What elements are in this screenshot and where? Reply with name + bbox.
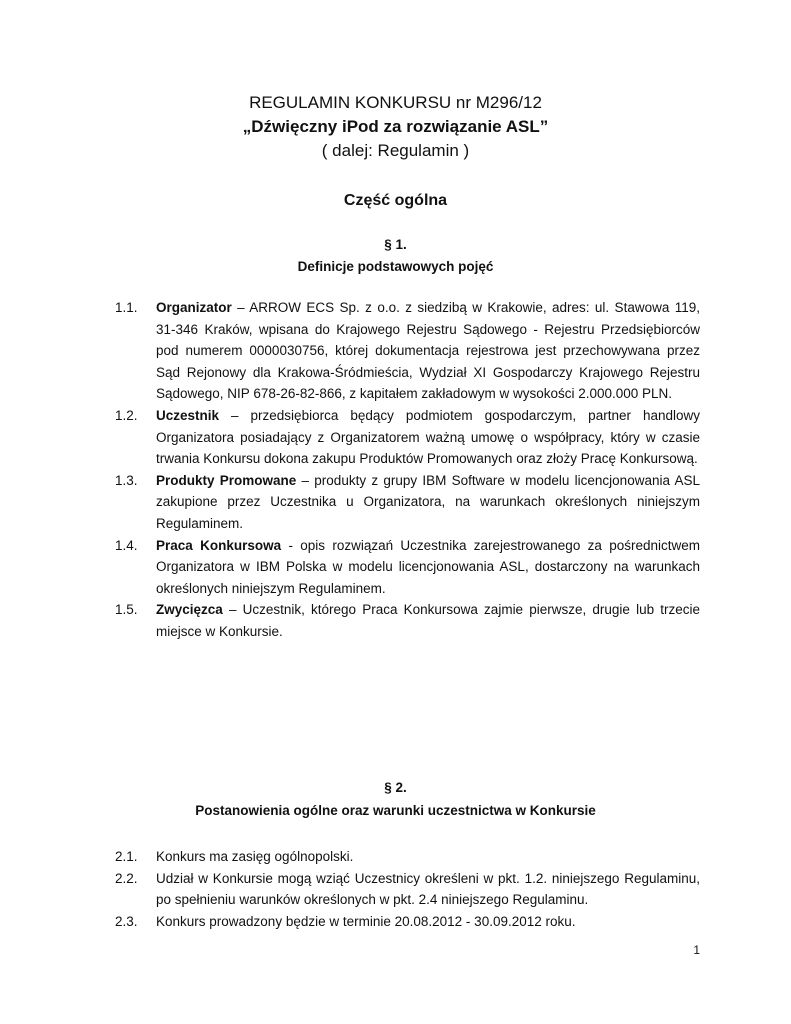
item-text: Konkurs ma zasięg ogólnopolski. — [156, 849, 354, 864]
section-2-number: § 2. — [384, 780, 407, 795]
item-definition: – produkty z grupy IBM Software w modelu licencjonowania ASL zakupione przez Uczestnika u Organizatora, na warunkach określonych niniejszym Regulaminem. — [156, 472, 700, 531]
item-definition: – przedsiębiorca będący podmiotem gospodarczym, partner handlowy Organizatora posiadający z Organizatorem ważną umowę o współpracy, który w czasie trwania Konkursu dokona zakupu Produktów Promowanych oraz złoży Pracę Konkursową. — [156, 407, 700, 467]
item-text — [156, 535, 700, 600]
list-item — [115, 470, 700, 535]
page-number: 1 — [693, 943, 700, 957]
list-item — [115, 405, 700, 470]
item-number: 1.4. — [115, 537, 138, 553]
item-term: Uczestnik — [156, 407, 220, 423]
item-text: Konkurs prowadzony będzie w terminie 20.08.2012 - 30.09.2012 roku. — [156, 913, 576, 929]
item-number: 1.5. — [115, 602, 138, 618]
contest-name: „Dźwięczny iPod za rozwiązanie ASL” — [242, 117, 549, 136]
item-number: 1.3. — [115, 472, 138, 488]
section-2-title: Postanowienia ogólne oraz warunki uczestnictwa w Konkursie — [195, 803, 596, 818]
section-1-number: § 1. — [384, 237, 407, 252]
item-number: 2.2. — [115, 870, 138, 886]
document-title-block — [0, 91, 791, 163]
list-item — [115, 868, 700, 911]
section-2-list — [115, 846, 700, 932]
part-title: Część ogólna — [343, 192, 448, 209]
list-item — [115, 599, 700, 642]
item-text — [156, 470, 700, 535]
item-text: Udział w Konkursie mogą wziąć Uczestnicy określeni w pkt. 1.2. niniejszego Regulaminu, po spełnieniu warunków określonych w pkt. 2.4 niniejszego Regulaminu. — [156, 870, 700, 908]
document-title: REGULAMIN KONKURSU nr M296/12 — [249, 93, 542, 112]
section-1-title: Definicje podstawowych pojęć — [297, 259, 494, 274]
list-item — [115, 911, 700, 933]
item-text — [156, 405, 700, 470]
list-item — [115, 297, 700, 405]
item-text — [156, 599, 700, 642]
list-item — [115, 535, 700, 600]
list-item — [115, 846, 700, 868]
item-definition: – ARROW ECS Sp. z o.o. z siedzibą w Krakowie, adres: ul. Stawowa 119, 31-346 Kraków, wpisana do Krajowego Rejestru Sądowego - Rejestru Przedsiębiorców pod numerem 0000030756, której dokumentacja rejestrowa jest przechowywana przez Sąd Rejonowy dla Krakowa-Śródmieścia, Wydział XI Gospodarczy Krajowego Rejestru Sądowego, NIP 678-26-82-866, z kapitałem zakładowym w wysokości 2.000.000 PLN. — [156, 300, 700, 402]
item-definition: - opis rozwiązań Uczestnika zarejestrowanego za pośrednictwem Organizatora w IBM Polska w modelu licencjonowania ASL, dostarczony na warunkach określonych niniejszym Regulaminem. — [156, 537, 701, 596]
item-term: Zwycięzca — [156, 602, 223, 618]
item-number: 1.1. — [115, 300, 138, 315]
item-definition: – Uczestnik, którego Praca Konkursowa zajmie pierwsze, drugie lub trzecie miejsce w Konkursie. — [156, 602, 700, 639]
item-text — [156, 297, 700, 405]
item-term: Praca Konkursowa — [156, 537, 282, 553]
item-term: Organizator — [156, 300, 232, 315]
document-alias: ( dalej: Regulamin ) — [321, 141, 470, 160]
item-term: Produkty Promowane — [156, 472, 297, 488]
item-number: 1.2. — [115, 407, 138, 423]
item-number: 2.1. — [115, 849, 138, 864]
section-1-list — [115, 297, 700, 643]
item-number: 2.3. — [115, 913, 138, 929]
